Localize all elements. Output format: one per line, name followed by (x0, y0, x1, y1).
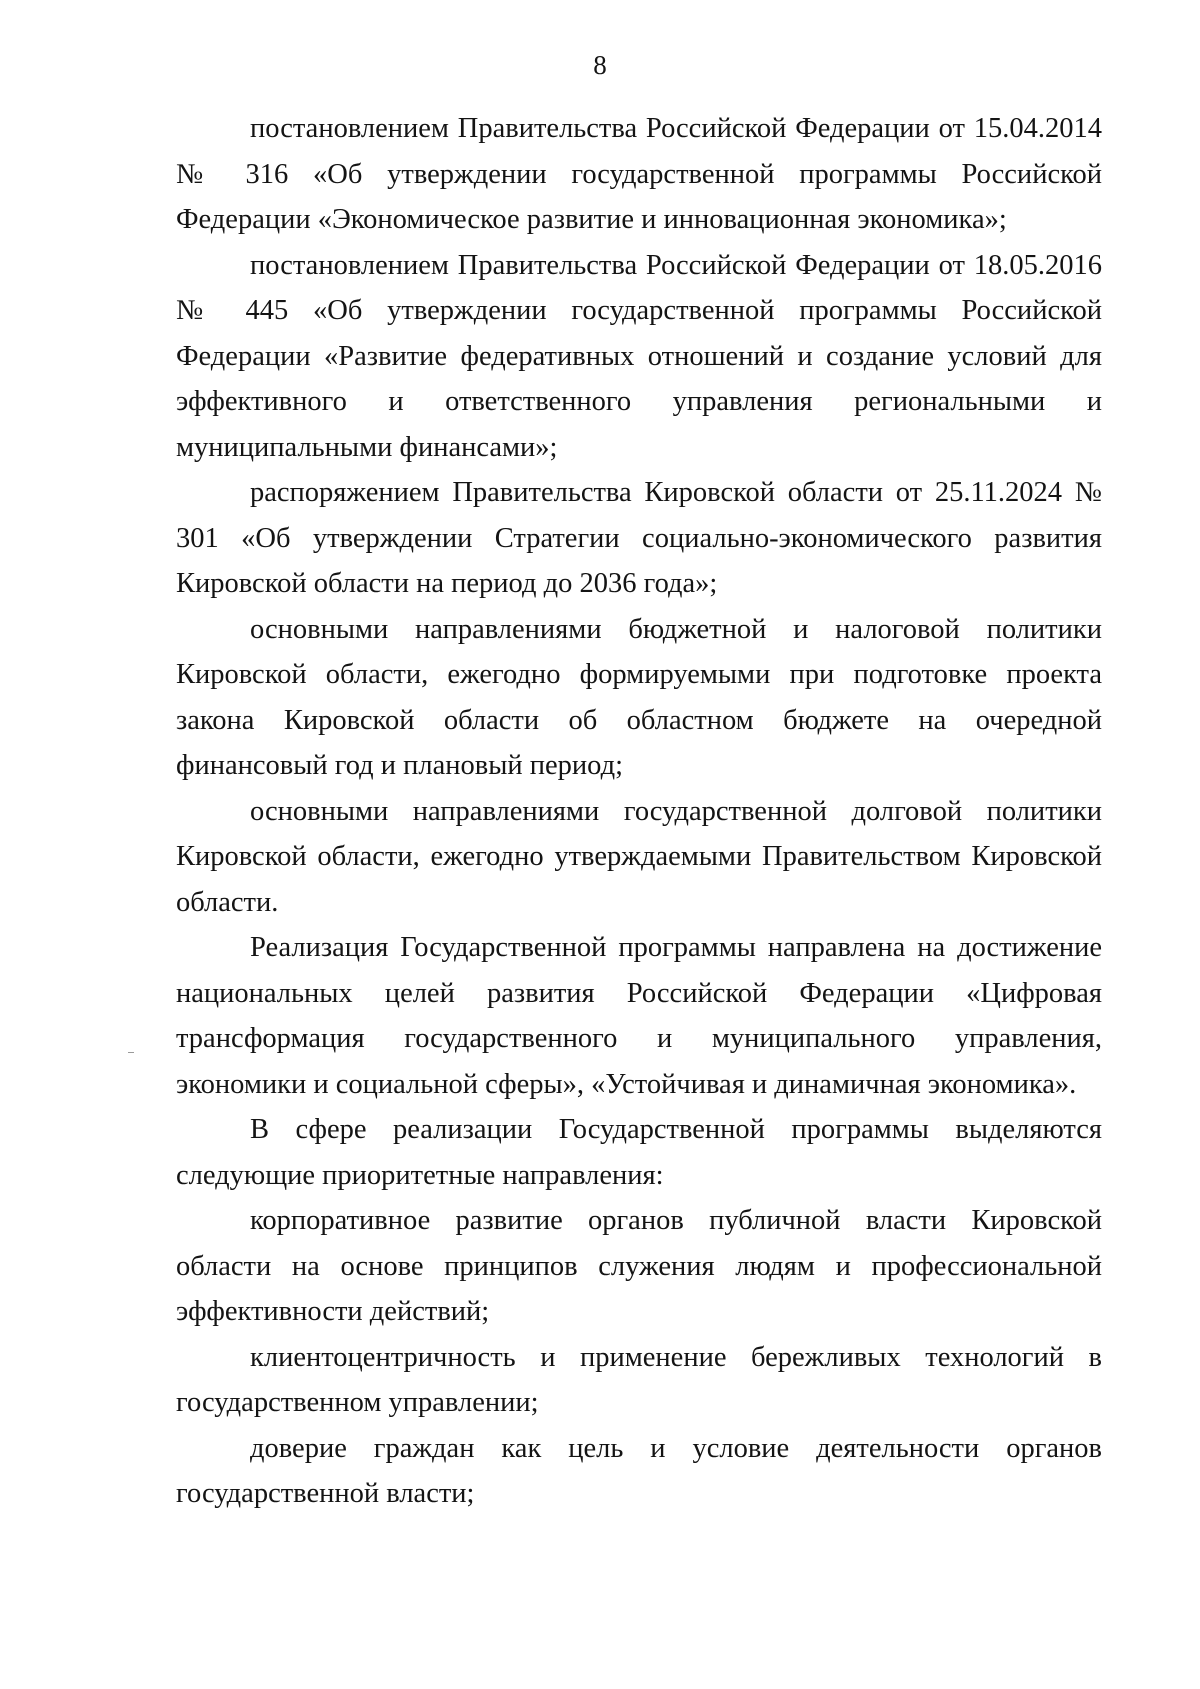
page-number: 8 (593, 50, 607, 80)
paragraph-4: основными направлениями бюджетной и налоговой политики Кировской области, ежегодно формируемыми при подготовке проекта закона Кировской области об областном бюджете на очередной финансовый год и плановый период; (176, 613, 1102, 781)
paragraph-3: распоряжением Правительства Кировской области от 25.11.2024 № 301 «Об утверждении Стратегии социально-экономического развития Кировской области на период до 2036 года»; (176, 477, 1102, 599)
paragraph-2: постановлением Правительства Российской Федерации от 18.05.2016 № 445 «Об утверждении государственной программы Российской Федерации «Развитие федеративных отношений и создание условий для эффективного и ответственного управления региональными и муниципальными финансами»; (176, 249, 1102, 463)
paragraph-6: Реализация Государственной программы направлена на достижение национальных целей развития Российской Федерации «Цифровая трансформация государственного и муниципального управления, экономики и социальной сферы», «Устойчивая и динамичная экономика». (176, 932, 1102, 1100)
paragraph-10: доверие граждан как цель и условие деятельности органов государственной власти; (176, 1432, 1102, 1509)
paragraph-5: основными направлениями государственной долговой политики Кировской области, ежегодно утверждаемыми Правительством Кировской области. (176, 795, 1102, 918)
scan-artifact-mark (128, 1052, 134, 1053)
document-body (176, 106, 1102, 1517)
paragraph-1: постановлением Правительства Российской Федерации от 15.04.2014 № 316 «Об утверждении государственной программы Российской Федерации «Экономическое развитие и инновационная экономика»; (176, 113, 1102, 235)
paragraph-9: клиентоцентричность и применение бережливых технологий в государственном управлении; (176, 1341, 1102, 1418)
paragraph-8: корпоративное развитие органов публичной власти Кировской области на основе принципов служения людям и профессиональной эффективности действий; (176, 1205, 1102, 1327)
paragraph-7: В сфере реализации Государственной программы выделяются следующие приоритетные направления: (176, 1114, 1102, 1191)
